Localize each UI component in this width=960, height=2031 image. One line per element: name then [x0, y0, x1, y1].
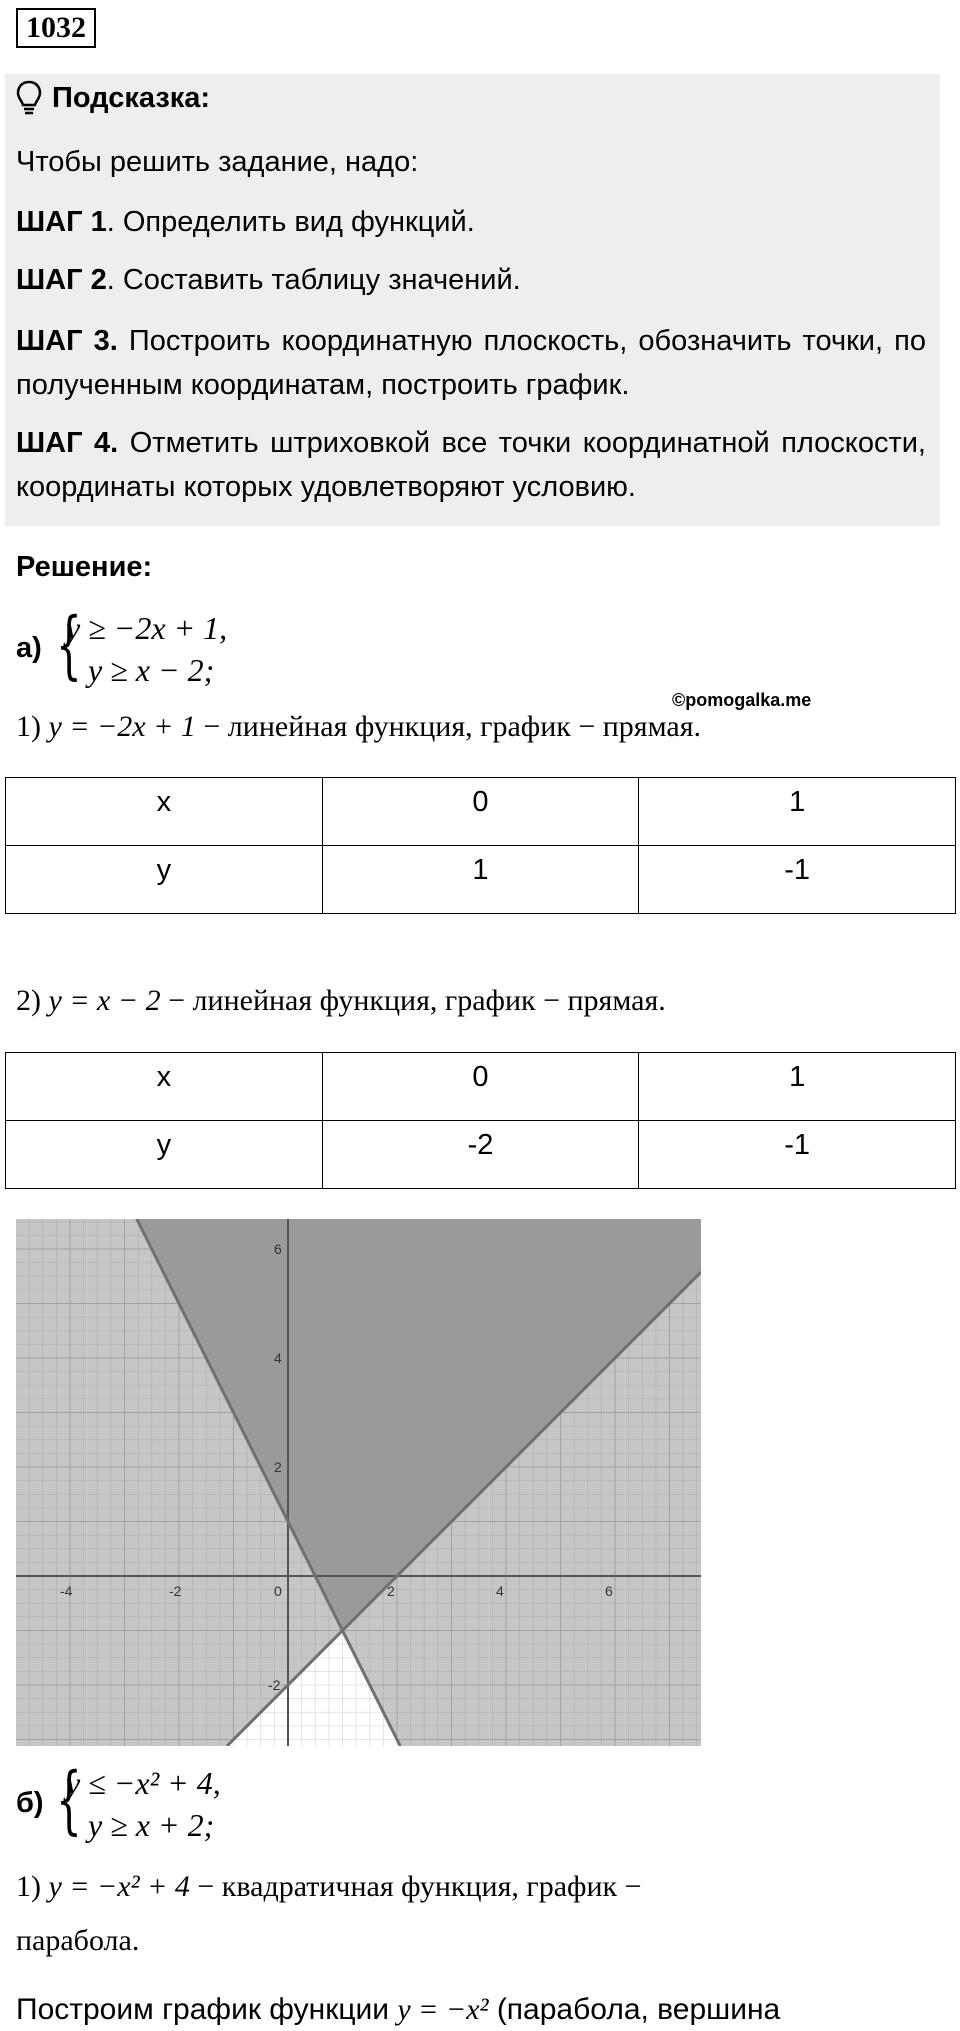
x-tick-label: 6	[605, 1583, 613, 1599]
inequality-graph	[16, 1219, 701, 1746]
system-a-brace: {	[56, 602, 82, 688]
system-a-row-2: y ≥ x − 2;	[88, 652, 215, 688]
solution-title: Решение:	[16, 551, 153, 583]
system-b-row-1: y ≤ −x² + 4,	[66, 1765, 221, 1801]
system-b-row-2: y ≥ x + 2;	[88, 1807, 215, 1843]
table-cell: 1	[322, 846, 639, 914]
values-table-2	[5, 1052, 956, 1189]
y-tick-label: 6	[274, 1241, 282, 1257]
table-cell: 1	[639, 1053, 956, 1121]
hint-step-4: ШАГ 4. Отметить штриховкой все точки координатной плоскости, координаты которых удовлетворяют условию.	[16, 427, 926, 503]
function-1-line: 1) y = −2x + 1 − линейная функция, график − прямая.	[16, 710, 701, 743]
system-b-label: б)	[16, 1787, 44, 1819]
table-cell: -2	[322, 1121, 639, 1189]
table-cell: y	[6, 846, 323, 914]
x-tick-label: 0	[274, 1583, 282, 1599]
table-cell: x	[6, 1053, 323, 1121]
hint-intro: Чтобы решить задание, надо:	[16, 146, 419, 178]
table-row	[6, 1121, 956, 1189]
watermark: ©pomogalka.me	[672, 690, 812, 710]
table-cell: 0	[322, 778, 639, 846]
hint-step-3: ШАГ 3. Построить координатную плоскость, обозначить точки, по полученным координатам, построить график.	[16, 325, 926, 401]
table-row	[6, 846, 956, 914]
table-row	[6, 778, 956, 846]
table-cell: 0	[322, 1053, 639, 1121]
hint-title-text: Подсказка:	[52, 81, 211, 114]
table-cell: y	[6, 1121, 323, 1189]
y-tick-label: -2	[268, 1677, 281, 1693]
system-a	[16, 602, 416, 688]
task-number: 1032	[16, 8, 96, 48]
x-tick-label: -2	[169, 1583, 182, 1599]
table-cell: x	[6, 778, 323, 846]
system-a-label: а)	[16, 632, 42, 664]
y-tick-label: 2	[274, 1459, 282, 1475]
function-3-line-2: парабола.	[16, 1924, 140, 1957]
system-b	[16, 1757, 416, 1843]
x-tick-label: 2	[387, 1583, 395, 1599]
table-row	[6, 1053, 956, 1121]
x-tick-label: -4	[60, 1583, 73, 1599]
values-table-1	[5, 777, 956, 914]
table-cell: 1	[639, 778, 956, 846]
x-tick-label: 4	[496, 1583, 504, 1599]
hint-title	[16, 80, 210, 116]
table-cell: -1	[639, 846, 956, 914]
hint-step-2: ШАГ 2. Составить таблицу значений.	[16, 264, 521, 296]
bottom-text: Построим график функции y = −x² (парабола, вершина	[16, 1993, 781, 2026]
function-2-line: 2) y = x − 2 − линейная функция, график − прямая.	[16, 984, 666, 1017]
system-b-brace: {	[56, 1757, 82, 1843]
table-cell: -1	[639, 1121, 956, 1189]
lightbulb-icon	[16, 80, 42, 116]
function-3-line: 1) y = −x² + 4 − квадратичная функция, график −	[16, 1870, 642, 1903]
hint-step-1: ШАГ 1. Определить вид функций.	[16, 206, 475, 238]
system-a-row-1: y ≥ −2x + 1,	[66, 610, 228, 646]
y-tick-label: 4	[274, 1350, 282, 1366]
